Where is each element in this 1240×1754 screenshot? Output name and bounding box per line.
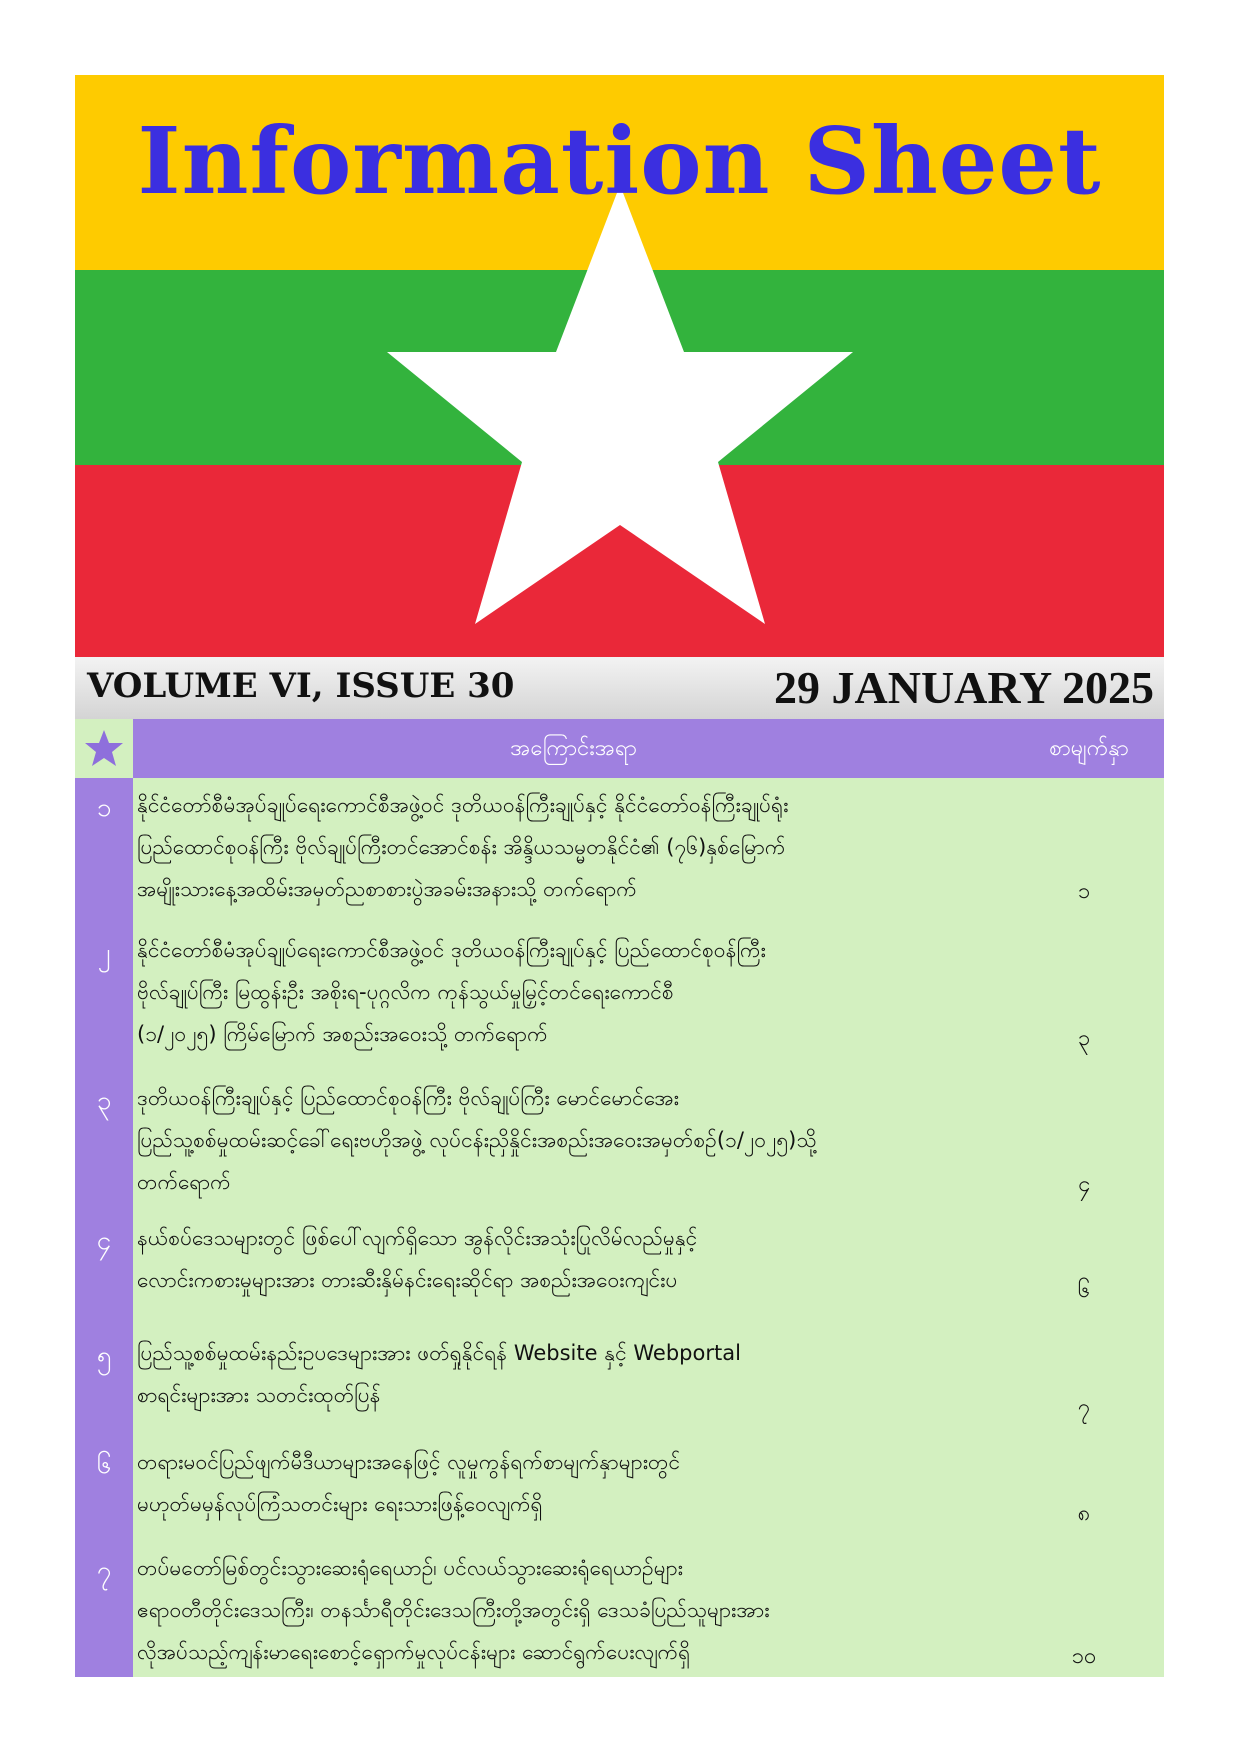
issue-bar [75,657,1164,719]
toc-row-title: ပြည်သူ့စစ်မှုထမ်းနည်းဥပဒေများအား ဖတ်ရှုနိုင်ရန် Website နှင့် Webportal စာရင်းများအား သတင်းထုတ်ပြန် [137,1341,741,1407]
toc-row-page: ၇ [1077,1395,1091,1420]
table-of-contents [75,719,1164,1677]
toc-row-page: ၁၀ [1071,1644,1097,1669]
toc-row[interactable] [75,1071,1164,1211]
toc-row-number: ၇ [96,1556,112,1586]
toc-row[interactable] [75,923,1164,1071]
toc-header-topic: အကြောင်းအရာ [510,736,637,761]
toc-row-number: ၂ [97,938,111,968]
toc-row-page: ၄ [1077,1172,1091,1197]
toc-row-title: နိုင်ငံတော်စီမံအုပ်ချုပ်ရေးကောင်စီအဖွဲ့ဝင် ဒုတိယဝန်ကြီးချုပ်နှင့် နိုင်ငံတော်ဝန်ကြီးချုပ်ရုံး ပြည်ထောင်စုဝန်ကြီး ဗိုလ်ချုပ်ကြီးတင်အောင်စန်း အိန္ဒိယသမ္မတနိုင်ငံ၏ (၇၆)နှစ်မြောက် အမျိုးသားနေ့အထိမ်းအမှတ်ညစာစားပွဲအခမ်းအနားသို့ တက်ရောက် [137,793,789,901]
issue-date: 29 JANUARY 2025 [774,662,1154,713]
toc-row-number: ၁ [96,793,112,823]
toc-row-title: နိုင်ငံတော်စီမံအုပ်ချုပ်ရေးကောင်စီအဖွဲ့ဝင် ဒုတိယဝန်ကြီးချုပ်နှင့် ပြည်ထောင်စုဝန်ကြီး ဗိုလ်ချုပ်ကြီး မြထွန်းဦး အစိုးရ-ပုဂ္ဂလိက ကုန်သွယ်မှုမြှင့်တင်ရေးကောင်စီ (၁/၂၀၂၅) ကြိမ်မြောက် အစည်းအဝေးသို့ တက်ရောက် [137,938,766,1046]
toc-row-number: ၅ [96,1341,112,1371]
toc-header-page: စာမျက်နှာ [1049,736,1129,761]
toc-row-page: ၁ [1077,879,1091,904]
toc-row-number: ၆ [96,1450,112,1480]
toc-row-page: ၃ [1077,1026,1091,1051]
toc-star-cell [75,719,133,778]
toc-row-page: ၆ [1077,1278,1091,1303]
toc-row[interactable] [75,1211,1164,1326]
toc-row[interactable] [75,1541,1164,1677]
toc-row-title: တရားမဝင်ပြည်ဖျက်မီဒီယာများအနေဖြင့် လူမှုကွန်ရက်စာမျက်နှာများတွင် မဟုတ်မမှန်လုပ်ကြံသတင်းများ ရေးသားဖြန့်ဝေလျက်ရှိ [137,1450,681,1516]
page-title: Information Sheet [137,107,1102,215]
toc-row-number: ၃ [96,1086,112,1116]
toc-row[interactable] [75,778,1164,923]
toc-row-page: ၈ [1077,1501,1091,1526]
toc-row-title: တပ်မတော်မြစ်တွင်းသွားဆေးရုံရေယာဉ်၊ ပင်လယ်သွားဆေးရုံရေယာဉ်များ ဧရာဝတီတိုင်းဒေသကြီး၊ တနင်္သာရီတိုင်းဒေသကြီးတို့အတွင်းရှိ ဒေသခံပြည်သူများအား လိုအပ်သည့်ကျန်းမာရေးစောင့်ရှောက်မှုလုပ်ငန်းများ ဆောင်ရွက်ပေးလျက်ရှိ [137,1556,770,1664]
toc-row[interactable] [75,1326,1164,1435]
toc-header [133,719,1164,778]
toc-row[interactable] [75,1435,1164,1541]
toc-row-title: ဒုတိယဝန်ကြီးချုပ်နှင့် ပြည်ထောင်စုဝန်ကြီး ဗိုလ်ချုပ်ကြီး မောင်မောင်အေး ပြည်သူ့စစ်မှုထမ်းဆင့်ခေါ်ရေးဗဟိုအဖွဲ့ လုပ်ငန်းညှိနှိုင်းအစည်းအဝေးအမှတ်စဉ်(၁/၂၀၂၅)သို့ တက်ရောက် [137,1086,817,1194]
toc-row-title: နယ်စပ်ဒေသများတွင် ဖြစ်ပေါ်လျက်ရှိသော အွန်လိုင်းအသုံးပြုလိမ်လည်မှုနှင့် လောင်းကစားမှုများအား တားဆီးနှိမ်နင်းရေးဆိုင်ရာ အစည်းအဝေးကျင်းပ [137,1226,698,1292]
purple-star-icon [84,728,124,768]
toc-row-number: ၄ [96,1226,112,1256]
cover-flag [75,75,1164,657]
volume-issue: VOLUME VI, ISSUE 30 [87,666,515,706]
